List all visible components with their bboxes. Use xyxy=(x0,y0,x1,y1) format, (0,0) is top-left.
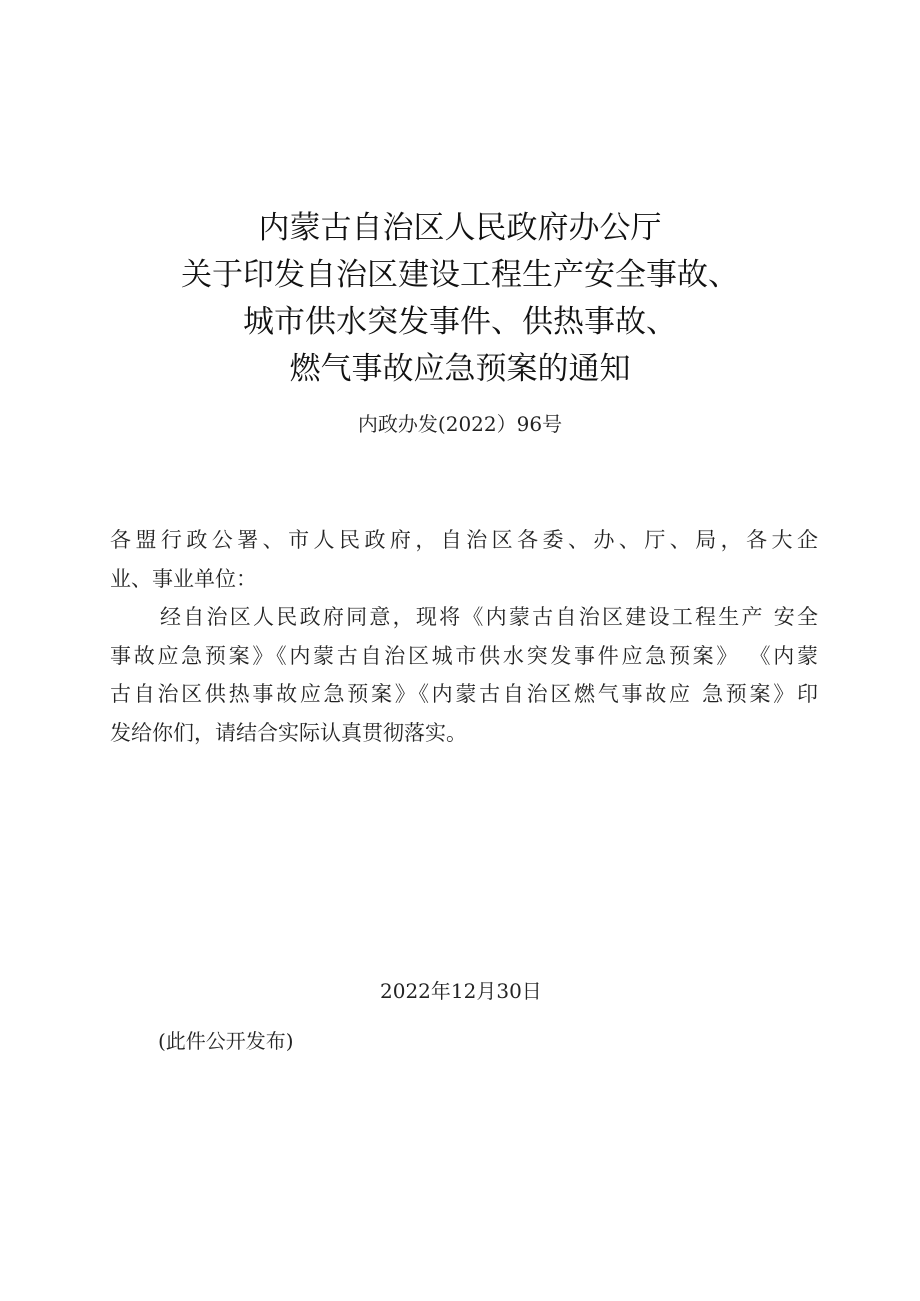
title-line-3: 城市供水突发事件、供热事故、 xyxy=(243,304,677,340)
document-body xyxy=(110,521,818,752)
title-line-1: 内蒙古自治区人民政府办公厅 xyxy=(258,210,662,246)
addressee-line-1: 各盟行政公署、市人民政府，自治区各委、办、厅、局，各大企 xyxy=(110,528,818,552)
publication-note: (此件公开发布) xyxy=(158,1029,294,1053)
title-line-2: 关于印发自治区建设工程生产安全事故、 xyxy=(181,257,739,293)
addressee-line-2: 业、事业单位： xyxy=(110,566,257,591)
document-date: 2022年12月30日 xyxy=(380,979,542,1003)
paragraph-line-4: 发给你们，请结合实际认真贯彻落实。 xyxy=(110,720,467,745)
document-title xyxy=(0,205,920,393)
paragraph-line-2: 事故应急预案》《内蒙古自治区城市供水突发事件应急预案》 《内蒙 xyxy=(110,643,818,668)
paragraph-line-1: 经自治区人民政府同意，现将《内蒙古自治区建设工程生产 安全 xyxy=(160,605,818,629)
title-line-4: 燃气事故应急预案的通知 xyxy=(289,351,631,387)
paragraph-line-3: 古自治区供热事故应急预案》《内蒙古自治区燃气事故应 急预案》印 xyxy=(110,682,818,706)
document-number: 内政办发(2022）96号 xyxy=(357,412,563,436)
